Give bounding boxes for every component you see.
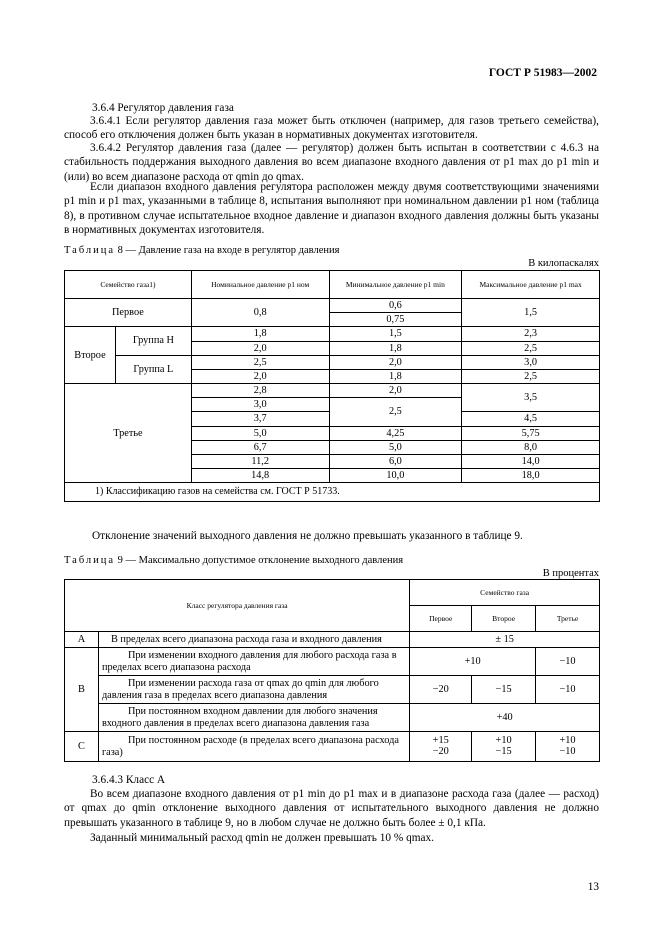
- table8-caption: [64, 244, 339, 257]
- class-c-v2: +10 −15: [472, 732, 536, 762]
- class-b-row1-v3: −10: [536, 648, 600, 676]
- table9-label: Таблица: [64, 555, 116, 566]
- table9-header-class: Класс регулятора давления газа: [65, 580, 410, 632]
- class-a-value: ± 15: [410, 632, 600, 648]
- cell: 4,5: [462, 412, 600, 426]
- cell: 3,5: [462, 384, 600, 412]
- class-c-v1: +15 −20: [410, 732, 472, 762]
- table8-label: Таблица: [64, 245, 116, 256]
- class-b-row1-v12: +10: [410, 648, 536, 676]
- table9-header-third: Третье: [536, 606, 600, 632]
- cell: 2,5: [462, 341, 600, 355]
- cell: 2,5: [462, 369, 600, 383]
- cell: 3,0: [191, 398, 329, 412]
- cell: 14,0: [462, 454, 600, 468]
- table8: [64, 270, 600, 502]
- table9-header-second: Второе: [472, 606, 536, 632]
- table8-header-row: [65, 271, 600, 299]
- class-a-text: В пределах всего диапазона расхода газа и входного давления: [98, 632, 409, 648]
- family-first: Первое: [65, 299, 192, 327]
- cell: 2,5: [329, 398, 462, 426]
- group-l: Группа L: [115, 355, 191, 383]
- table9: [64, 579, 600, 762]
- table8-title: 8 — Давление газа на входе в регулятор давления: [117, 245, 340, 256]
- section-title-3-6-4: 3.6.4 Регулятор давления газа: [92, 102, 234, 114]
- table8-footnote: 1) Классификацию газов на семейства см. ГОСТ Р 51733.: [65, 483, 600, 502]
- cell: 1,5: [462, 299, 600, 327]
- class-b-row2-v1: −20: [410, 676, 472, 704]
- class-c-text: При постоянном расходе (в пределах всего диапазона расхода газа): [98, 732, 409, 762]
- cell: 2,0: [329, 355, 462, 369]
- family-second: Второе: [65, 327, 116, 384]
- table9-header-first: Первое: [410, 606, 472, 632]
- cell: 2,3: [462, 327, 600, 341]
- cell: 5,0: [191, 426, 329, 440]
- class-b-row3-text: При постоянном входном давлении для любого значения входного давления в пределах всего диапазона давления газа: [98, 704, 409, 732]
- cell: 14,8: [191, 469, 329, 483]
- cell: 2,8: [191, 384, 329, 398]
- cell: 0,8: [191, 299, 329, 327]
- paragraph-3-6-4-2: 3.6.4.2 Регулятор давления газа (далее — регулятор) должен быть испытан в соответствии с 4.6.3 на стабильность поддержания выходного давления во всем диапазоне входного давления от p1 max до p1 min и (или) во всем диапазоне расхода от qmin до qmax.: [64, 142, 599, 183]
- class-b-row1-text: При изменении входного давления для любого расхода газа в пределах всего диапазона расхода: [98, 648, 409, 676]
- table8-header-max: Максимальное давление p1 max: [462, 271, 600, 299]
- class-b-row3-value: +40: [410, 704, 600, 732]
- class-c-v3: +10 −10: [536, 732, 600, 762]
- table9-header-family: Семейство газа: [410, 580, 600, 606]
- cell: 6,0: [329, 454, 462, 468]
- table8-header-family: Семейство газа1): [65, 271, 192, 299]
- cell: 0,75: [329, 313, 462, 327]
- cell: 1,5: [329, 327, 462, 341]
- class-b-row2-text: При изменении расхода газа от qmax до qmin для любого давления газа в пределах всего диапазона давления: [98, 676, 409, 704]
- cell: 5,75: [462, 426, 600, 440]
- class-c: C: [65, 732, 99, 762]
- paragraph-class-a: Во всем диапазоне входного давления от p1 min до p1 max и в диапазоне расхода газа (далее — расход) от qmax до qmin отклонение выходного давления от испытательного выходного давления не должно превышать указанного в таблице 9, но в любом случае не должно быть более ± 0,1 кПа.: [64, 788, 599, 829]
- cell: 2,0: [191, 341, 329, 355]
- cell: 4,25: [329, 426, 462, 440]
- cell: 1,8: [329, 341, 462, 355]
- page-number: 13: [587, 881, 599, 893]
- class-a: A: [65, 632, 99, 648]
- section-title-3-6-4-3: 3.6.4.3 Класс А: [92, 774, 166, 786]
- paragraph-pressure-range: Если диапазон входного давления регулятора расположен между двумя соответствующими значениями p1 min и p1 max, указанными в таблице 8, испытания выполняют при номинальном давлении p1 ном (таблица 8), в противном случае испытательное входное давление и диапазон входного давления должны быть указаны в нормативных документах изготовителя.: [64, 181, 599, 237]
- table9-unit: В процентах: [542, 568, 599, 579]
- table9-title: 9 — Максимально допустимое отклонение выходного давления: [117, 555, 404, 566]
- cell: 1,8: [329, 369, 462, 383]
- cell: 2,5: [191, 355, 329, 369]
- cell: 5,0: [329, 440, 462, 454]
- cell: 0,6: [329, 299, 462, 313]
- cell: 11,2: [191, 454, 329, 468]
- cell: 2,0: [191, 369, 329, 383]
- table8-header-nominal: Номинальное давление p1 ном: [191, 271, 329, 299]
- cell: 10,0: [329, 469, 462, 483]
- table8-unit: В килопаскалях: [528, 258, 599, 269]
- document-id: ГОСТ Р 51983—2002: [488, 67, 597, 79]
- class-b-row2-v2: −15: [472, 676, 536, 704]
- cell: 18,0: [462, 469, 600, 483]
- paragraph-3-6-4-1: 3.6.4.1 Если регулятор давления газа может быть отключен (например, для газов третьего семейства), способ его отключения должен быть указан в нормативных документах изготовителя.: [64, 115, 599, 142]
- cell: 8,0: [462, 440, 600, 454]
- cell: 2,0: [329, 384, 462, 398]
- cell: 3,7: [191, 412, 329, 426]
- class-b-row2-v3: −10: [536, 676, 600, 704]
- class-b: B: [65, 648, 99, 732]
- cell: 3,0: [462, 355, 600, 369]
- cell: 1,8: [191, 327, 329, 341]
- paragraph-min-flow: Заданный минимальный расход qmin не должен превышать 10 % qmax.: [90, 832, 434, 844]
- cell: 6,7: [191, 440, 329, 454]
- group-h: Группа H: [115, 327, 191, 355]
- table8-header-min: Минимальное давление p1 min: [329, 271, 462, 299]
- table9-caption: [64, 554, 403, 567]
- family-third: Третье: [65, 384, 192, 483]
- deviation-paragraph: Отклонение значений выходного давления не должно превышать указанного в таблице 9.: [92, 530, 523, 542]
